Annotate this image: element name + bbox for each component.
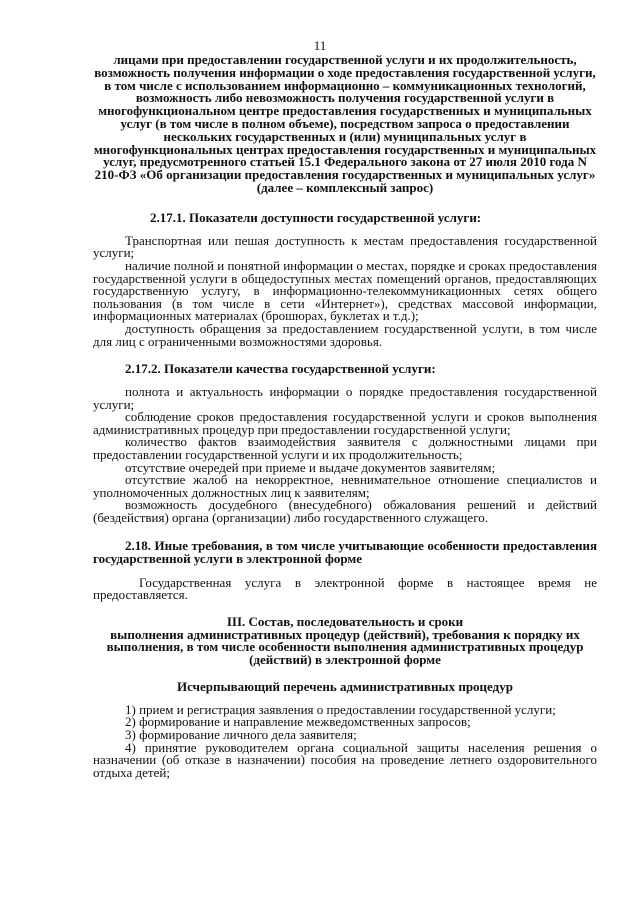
procedure-list-item: 1) прием и регистрация заявления о предоставлении государственной услуги; — [125, 701, 556, 717]
section-2-17-1-heading: 2.17.1. Показатели доступности государственной услуги: — [150, 209, 482, 225]
procedure-list-item: 3) формирование личного дела заявителя; — [125, 727, 357, 742]
section-2-17-2-paragraph: количество фактов взаимодействия заявителя с должностными лицами при предоставлении государственной услуги и их продолжительность; — [93, 434, 597, 463]
section-2-17-2-paragraph: отсутствие жалоб на некорректное, невнимательное отношение специалистов и уполномоченных должностных лиц к заявителям; — [93, 472, 597, 500]
section-2-17-2-paragraph: возможность досудебного (внесудебного) обжалования решений и действий (бездействия) органа (организации) либо государственного служащего. — [93, 497, 597, 526]
section-2-17-2-paragraph: соблюдение сроков предоставления государственной услуги и сроков выполнения административных процедур при предоставлении государственной услуги; — [93, 409, 597, 437]
procedure-list-item: 2) формирование и направление межведомственных запросов; — [125, 714, 471, 730]
section-3-heading-rest: выполнения административных процедур (действий), требования к порядку их выполнения, в том числе особенности выполнения административных процедур (действий) в электронной форме — [106, 626, 584, 668]
section-3-heading-line1: III. Состав, последовательность и сроки — [226, 613, 464, 629]
page-number: 11 — [313, 38, 327, 53]
section-2-17-2-paragraph: отсутствие очередей при приеме и выдаче документов заявителям; — [125, 459, 496, 475]
section-2-17-2-paragraph: полнота и актуальность информации о порядке предоставления государственной услуги; — [93, 384, 597, 412]
procedure-list-item: 4) принятие руководителем органа социальной защиты населения решения о назначении (об отказе в назначении) пособия на проведение летнего оздоровительного отдыха детей; — [93, 739, 597, 780]
section-3-subheading: Исчерпывающий перечень административных процедур — [177, 679, 513, 695]
section-2-18-heading: 2.18. Иные требования, в том числе учитывающие особенности предоставления государственной услуги в электронной форме — [93, 537, 597, 566]
section-2-17-1-paragraph: Транспортная или пешая доступность к местам предоставления государственной услуги; — [93, 232, 597, 261]
section-2-17-1-paragraph: доступность обращения за предоставлением государственной услуги, в том числе для лиц с ограниченными возможностями здоровья. — [93, 320, 597, 349]
page-content — [93, 54, 597, 779]
section-2-17-1-paragraph: наличие полной и понятной информации о местах, порядке и сроках предоставления государственной услуги в общедоступных местах помещений органов, предоставляющих государственную услугу, в информационно-телекоммуникационных сетях общего пользования (в том числе в сети «Интернет»), средствах массовой информации, информационных материалах (брошюрах, буклетах и т.д.); — [93, 257, 597, 324]
section-2-17-2-heading: 2.17.2. Показатели качества государственной услуги: — [125, 361, 436, 377]
intro-block: лицами при предоставлении государственной услуги и их продолжительность, возможность получения информации о ходе предоставления государственной услуги, в том числе с использованием информационно – коммуникационных технологий, возможность либо невозможность получения государственной услуги в многофункциональном центре предоставления государственных и муниципальных услуг (в том числе в полном объеме), посредством запроса о предоставлении нескольких государственных и (или) муниципальных услуг в многофункциональных центрах предоставления государственных и муниципальных услуг, предусмотренного статьей 15.1 Федерального закона от 27 июля 2010 года N 210-ФЗ «Об организации предоставления государственных и муниципальных услуг» (далее – комплексный запрос) — [93, 52, 597, 195]
section-2-18-paragraph: Государственная услуга в электронной форме в настоящее время не предоставляется. — [93, 574, 597, 603]
